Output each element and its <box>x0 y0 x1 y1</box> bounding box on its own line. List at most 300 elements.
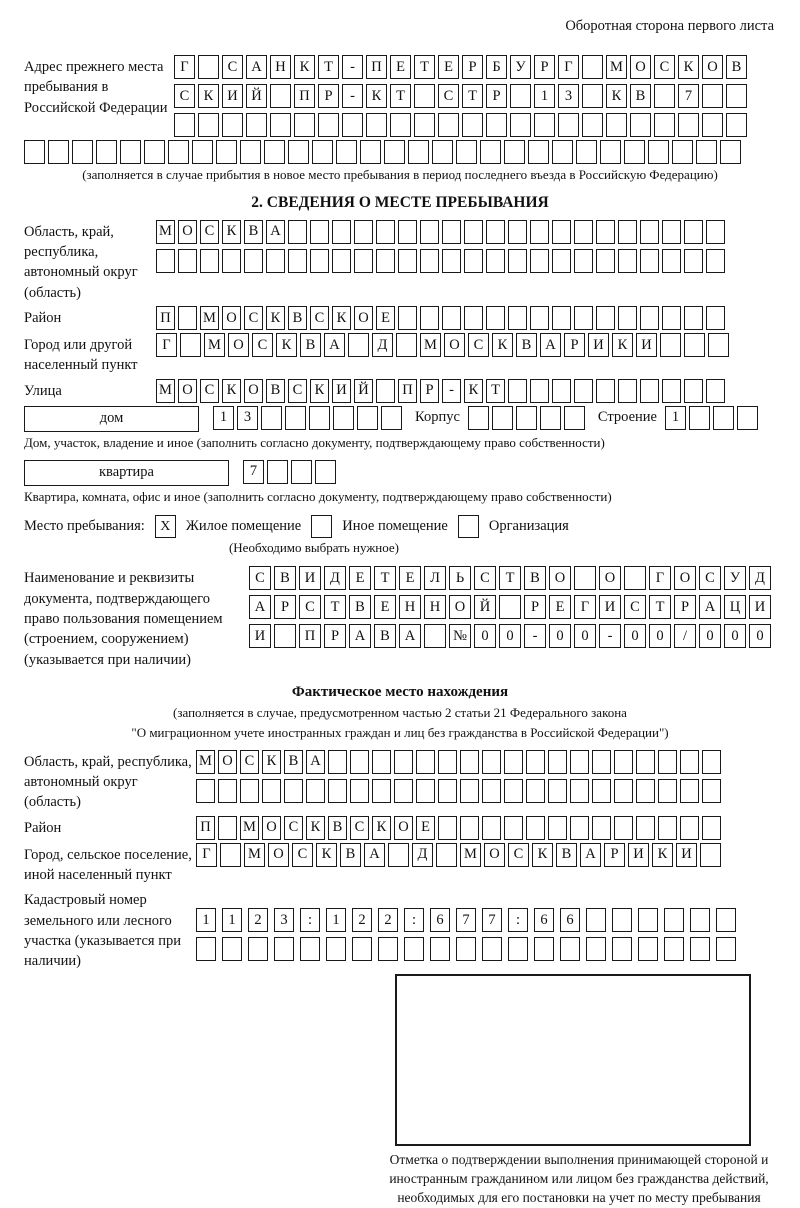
form-cell <box>702 816 721 840</box>
form-cell: О <box>630 55 651 79</box>
form-cell: Е <box>399 566 421 590</box>
form-cell <box>438 779 457 803</box>
form-cell <box>662 379 681 403</box>
form-cell: И <box>599 595 621 619</box>
form-cell: О <box>178 379 197 403</box>
actual-district-label: Район <box>24 819 62 836</box>
form-cell: 2 <box>378 908 398 932</box>
form-cell <box>530 249 549 273</box>
form-cell <box>618 249 637 273</box>
checkbox-residential: X <box>155 515 176 538</box>
form-cell <box>582 55 603 79</box>
form-cell <box>516 406 537 430</box>
apartment-note: Квартира, комната, офис и иное (заполнить согласно документу, подтверждающему право собственности) <box>24 488 612 504</box>
form-cell: К <box>316 843 337 867</box>
form-cell <box>326 937 346 961</box>
form-cell: К <box>198 84 219 108</box>
form-cell <box>398 249 417 273</box>
form-cell <box>664 908 684 932</box>
form-cell <box>648 140 669 164</box>
form-cell <box>96 140 117 164</box>
form-cell <box>350 779 369 803</box>
form-cell: В <box>328 816 347 840</box>
form-cell: Т <box>390 84 411 108</box>
form-cell: 0 <box>549 624 571 648</box>
form-cell: М <box>460 843 481 867</box>
form-cell <box>508 306 527 330</box>
form-cell: О <box>599 566 621 590</box>
form-cell <box>460 779 479 803</box>
place-type-note: (Необходимо выбрать нужное) <box>228 540 400 556</box>
form-cell: И <box>749 595 771 619</box>
form-cell <box>180 333 201 357</box>
cadastral-field <box>24 888 776 971</box>
form-cell <box>248 937 268 961</box>
form-cell <box>336 140 357 164</box>
form-cell <box>486 113 507 137</box>
form-cell: 1 <box>326 908 346 932</box>
form-cell <box>48 140 69 164</box>
form-cell <box>198 113 219 137</box>
prev-address-label: Адрес прежнего места пребывания в Российской Федерации <box>24 59 168 116</box>
house-type-box: дом <box>24 406 199 432</box>
form-cell: А <box>249 595 271 619</box>
form-cell <box>460 816 479 840</box>
form-cell: О <box>449 595 471 619</box>
form-cell <box>548 750 567 774</box>
form-cell <box>582 84 603 108</box>
form-cell <box>328 750 347 774</box>
char-grid-row <box>196 843 724 867</box>
form-cell <box>420 220 439 244</box>
stamp-caption: Отметка о подтверждении выполнения принимающей стороной и иностранным гражданином или лицом без гражданства действий, необходимых для его постановки на учет по месту пребывания <box>389 1152 769 1206</box>
form-cell <box>592 779 611 803</box>
form-cell: М <box>200 306 219 330</box>
form-cell: Й <box>474 595 496 619</box>
form-cell: 1 <box>222 908 242 932</box>
form-cell: С <box>244 306 263 330</box>
form-cell: К <box>276 333 297 357</box>
form-cell <box>408 140 429 164</box>
form-cell: М <box>244 843 265 867</box>
form-cell <box>552 140 573 164</box>
form-cell <box>684 249 703 273</box>
form-cell: О <box>674 566 696 590</box>
form-cell <box>414 113 435 137</box>
form-cell: К <box>652 843 673 867</box>
form-cell: О <box>222 306 241 330</box>
form-cell: С <box>624 595 646 619</box>
form-cell <box>726 113 747 137</box>
form-cell <box>456 937 476 961</box>
form-cell <box>706 220 725 244</box>
document-grid <box>249 566 774 648</box>
form-cell <box>552 306 571 330</box>
form-cell: 0 <box>499 624 521 648</box>
form-cell <box>420 306 439 330</box>
form-cell: Т <box>486 379 505 403</box>
form-cell: 0 <box>749 624 771 648</box>
form-cell: К <box>464 379 483 403</box>
form-cell <box>526 816 545 840</box>
form-cell <box>662 249 681 273</box>
section2-title: 2. СВЕДЕНИЯ О МЕСТЕ ПРЕБЫВАНИЯ <box>251 193 549 211</box>
form-cell: - <box>442 379 461 403</box>
form-cell <box>332 220 351 244</box>
form-cell <box>394 750 413 774</box>
form-cell <box>586 908 606 932</box>
form-cell: И <box>588 333 609 357</box>
city-label: Город или другой населенный пункт <box>24 337 138 374</box>
form-cell: И <box>299 566 321 590</box>
form-cell: В <box>516 333 537 357</box>
form-cell <box>640 249 659 273</box>
form-cell: 0 <box>574 624 596 648</box>
form-cell <box>716 908 736 932</box>
form-cell <box>456 140 477 164</box>
form-cell: К <box>310 379 329 403</box>
form-cell <box>460 750 479 774</box>
form-cell <box>574 249 593 273</box>
place-type-label: Место пребывания: <box>24 518 145 535</box>
form-cell: Р <box>274 595 296 619</box>
form-cell <box>240 140 261 164</box>
house-note: Дом, участок, владение и иное (заполнить согласно документу, подтверждающему право собственности) <box>24 434 605 450</box>
form-cell <box>654 113 675 137</box>
form-cell: Д <box>412 843 433 867</box>
form-cell <box>315 460 336 484</box>
form-cell <box>222 937 242 961</box>
form-cell: К <box>372 816 391 840</box>
form-cell: 1 <box>665 406 686 430</box>
form-cell: Т <box>499 566 521 590</box>
street-field <box>24 379 776 403</box>
form-cell <box>678 113 699 137</box>
form-cell <box>168 140 189 164</box>
apartment-type-box: квартира <box>24 460 229 486</box>
form-cell: К <box>306 816 325 840</box>
form-cell <box>388 843 409 867</box>
form-cell: 0 <box>699 624 721 648</box>
district-label: Район <box>24 310 62 327</box>
prev-address-note: (заполняется в случае прибытия в новое место пребывания в период последнего въезда в Российскую Федерацию) <box>82 167 718 182</box>
form-cell: Р <box>318 84 339 108</box>
form-cell: Р <box>324 624 346 648</box>
form-cell <box>200 249 219 273</box>
city-field <box>24 333 776 376</box>
form-cell <box>156 249 175 273</box>
form-cell: Р <box>524 595 546 619</box>
form-cell: К <box>266 306 285 330</box>
page-side-note: Оборотная сторона первого листа <box>565 18 774 34</box>
form-cell <box>376 379 395 403</box>
form-cell <box>192 140 213 164</box>
form-cell <box>510 84 531 108</box>
form-cell <box>570 816 589 840</box>
option-residential-label: Жилое помещение <box>185 518 302 535</box>
form-cell <box>442 306 461 330</box>
char-grid-row <box>249 595 774 619</box>
form-cell <box>288 249 307 273</box>
form-cell: 7 <box>243 460 264 484</box>
form-cell: Д <box>372 333 393 357</box>
form-cell: Р <box>534 55 555 79</box>
form-cell <box>700 843 721 867</box>
form-cell <box>690 937 710 961</box>
form-cell: С <box>310 306 329 330</box>
form-cell <box>482 816 501 840</box>
form-cell: Р <box>486 84 507 108</box>
form-cell: Е <box>390 55 411 79</box>
form-cell: М <box>240 816 259 840</box>
form-cell <box>198 55 219 79</box>
region-grid <box>156 220 728 273</box>
form-cell: 0 <box>649 624 671 648</box>
form-cell: О <box>549 566 571 590</box>
form-cell <box>658 750 677 774</box>
form-cell <box>404 937 424 961</box>
region-field <box>24 220 776 303</box>
form-cell <box>430 937 450 961</box>
form-cell: 1 <box>213 406 234 430</box>
form-cell: И <box>676 843 697 867</box>
form-cell <box>414 84 435 108</box>
form-cell: 3 <box>558 84 579 108</box>
form-cell: А <box>399 624 421 648</box>
form-cell <box>196 779 215 803</box>
form-cell: Г <box>174 55 195 79</box>
form-cell: 1 <box>534 84 555 108</box>
form-cell <box>264 140 285 164</box>
form-cell: С <box>468 333 489 357</box>
form-cell: Л <box>424 566 446 590</box>
form-cell: / <box>674 624 696 648</box>
form-cell: 0 <box>624 624 646 648</box>
form-cell <box>592 816 611 840</box>
form-cell <box>306 779 325 803</box>
form-cell <box>381 406 402 430</box>
form-cell <box>24 140 45 164</box>
form-cell <box>696 140 717 164</box>
form-cell <box>552 249 571 273</box>
form-cell <box>288 220 307 244</box>
form-cell: Ь <box>449 566 471 590</box>
form-cell: А <box>306 750 325 774</box>
cadastral-label: Кадастровый номер земельного или лесного участка (указывается при наличии) <box>24 892 181 970</box>
form-cell <box>240 779 259 803</box>
form-cell: М <box>156 379 175 403</box>
form-cell <box>504 750 523 774</box>
prev-address-grid <box>174 55 750 137</box>
form-cell <box>508 220 527 244</box>
form-cell: 3 <box>237 406 258 430</box>
form-cell <box>560 937 580 961</box>
char-grid-row <box>156 306 728 330</box>
form-cell <box>420 249 439 273</box>
form-cell: К <box>222 220 241 244</box>
form-cell: Ц <box>724 595 746 619</box>
form-cell: О <box>702 55 723 79</box>
form-cell <box>218 779 237 803</box>
form-cell: И <box>636 333 657 357</box>
document-field <box>24 566 776 669</box>
form-cell: А <box>364 843 385 867</box>
actual-district-field <box>24 816 776 840</box>
form-cell: С <box>288 379 307 403</box>
checkbox-other-premises <box>311 515 332 538</box>
actual-region-label: Область, край, республика, автономный округ (область) <box>24 753 192 811</box>
form-cell: Т <box>324 595 346 619</box>
form-cell <box>464 306 483 330</box>
form-cell: Т <box>318 55 339 79</box>
form-cell: С <box>252 333 273 357</box>
form-cell: - <box>524 624 546 648</box>
form-cell <box>680 816 699 840</box>
form-cell: К <box>262 750 281 774</box>
actual-region-grid <box>196 750 724 803</box>
form-cell <box>596 220 615 244</box>
form-cell <box>352 937 372 961</box>
option-organization-label: Организация <box>488 518 569 535</box>
form-cell <box>528 140 549 164</box>
apartment-row <box>24 460 776 486</box>
form-cell: И <box>628 843 649 867</box>
form-cell <box>372 750 391 774</box>
form-cell: У <box>510 55 531 79</box>
house-row <box>24 406 776 432</box>
form-cell <box>680 779 699 803</box>
form-cell: Е <box>374 595 396 619</box>
form-cell: К <box>606 84 627 108</box>
form-cell <box>720 140 741 164</box>
form-cell: П <box>398 379 417 403</box>
form-cell <box>526 750 545 774</box>
form-cell <box>390 113 411 137</box>
form-cell: В <box>288 306 307 330</box>
form-cell <box>526 779 545 803</box>
form-cell <box>376 220 395 244</box>
form-cell <box>284 779 303 803</box>
form-cell <box>398 306 417 330</box>
form-cell: Т <box>649 595 671 619</box>
form-cell <box>614 816 633 840</box>
form-cell <box>266 249 285 273</box>
form-cell: А <box>266 220 285 244</box>
form-cell <box>624 140 645 164</box>
form-cell <box>708 333 729 357</box>
form-cell: О <box>218 750 237 774</box>
form-cell <box>218 816 237 840</box>
form-cell: Р <box>604 843 625 867</box>
actual-city-field <box>24 843 776 886</box>
form-cell <box>464 249 483 273</box>
char-grid-row <box>156 333 732 357</box>
form-cell <box>376 249 395 273</box>
form-cell: Е <box>438 55 459 79</box>
form-cell: В <box>340 843 361 867</box>
form-cell <box>618 220 637 244</box>
form-cell: С <box>654 55 675 79</box>
form-cell: М <box>204 333 225 357</box>
form-cell: А <box>540 333 561 357</box>
form-cell <box>394 779 413 803</box>
form-cell: С <box>699 566 721 590</box>
form-cell: Б <box>486 55 507 79</box>
form-cell: В <box>300 333 321 357</box>
char-grid-row <box>156 249 728 273</box>
form-cell <box>262 779 281 803</box>
checkbox-organization <box>458 515 479 538</box>
form-cell <box>508 937 528 961</box>
form-cell <box>640 379 659 403</box>
form-cell: С <box>222 55 243 79</box>
form-cell: Г <box>196 843 217 867</box>
place-type-row <box>24 515 776 538</box>
form-cell: Г <box>558 55 579 79</box>
char-grid-row <box>196 779 724 803</box>
form-cell: А <box>324 333 345 357</box>
korpus-label: Корпус <box>415 408 460 425</box>
form-cell <box>504 779 523 803</box>
form-cell <box>378 937 398 961</box>
form-cell <box>416 779 435 803</box>
form-cell: - <box>342 84 363 108</box>
form-cell: О <box>268 843 289 867</box>
form-cell: А <box>699 595 721 619</box>
form-cell: Е <box>549 595 571 619</box>
form-cell <box>726 84 747 108</box>
char-grid-row <box>196 937 742 961</box>
form-cell <box>702 113 723 137</box>
stroenie-grid <box>665 406 761 430</box>
actual-location-title: Фактическое место нахождения <box>291 683 509 700</box>
form-cell <box>713 406 734 430</box>
confirmation-stamp-box <box>395 974 751 1146</box>
form-cell <box>270 84 291 108</box>
form-cell <box>702 779 721 803</box>
form-cell <box>586 937 606 961</box>
form-cell: : <box>300 908 320 932</box>
char-grid-row <box>156 220 728 244</box>
actual-location-note2: "О миграционном учете иностранных граждан и лиц без гражданства в Российской Федерации") <box>131 724 669 740</box>
form-cell: Е <box>376 306 395 330</box>
form-cell <box>618 306 637 330</box>
form-cell: С <box>284 816 303 840</box>
korpus-grid <box>468 406 588 430</box>
form-cell <box>504 816 523 840</box>
form-cell <box>178 306 197 330</box>
form-cell <box>596 306 615 330</box>
form-cell <box>680 750 699 774</box>
form-cell: С <box>508 843 529 867</box>
street-label: Улица <box>24 382 62 399</box>
form-cell <box>596 379 615 403</box>
form-cell: Й <box>246 84 267 108</box>
form-cell <box>600 140 621 164</box>
form-cell <box>640 306 659 330</box>
form-cell <box>540 406 561 430</box>
form-cell: П <box>196 816 215 840</box>
option-other-premises-label: Иное помещение <box>342 518 448 535</box>
form-cell: О <box>484 843 505 867</box>
char-grid-row <box>156 379 728 403</box>
form-cell: М <box>156 220 175 244</box>
form-cell: С <box>299 595 321 619</box>
form-cell <box>442 220 461 244</box>
form-cell <box>684 220 703 244</box>
form-cell <box>662 220 681 244</box>
form-cell <box>244 249 263 273</box>
